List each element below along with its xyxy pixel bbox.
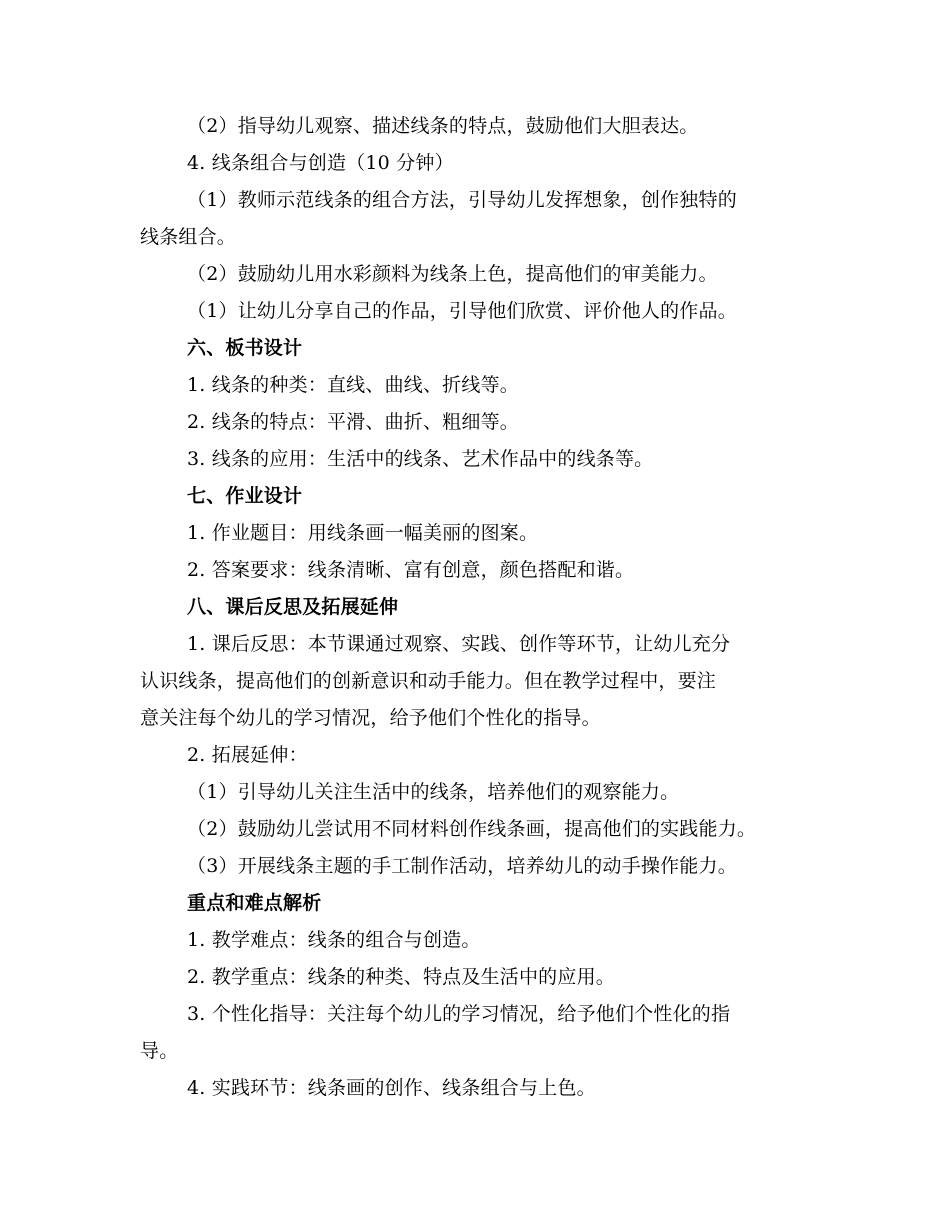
section-heading: 七、作业设计 xyxy=(187,485,303,507)
text-line: （2）鼓励幼儿用水彩颜料为线条上色，提高他们的审美能力。 xyxy=(187,263,718,285)
text-line: （3）开展线条主题的手工制作活动，培养幼儿的动手操作能力。 xyxy=(187,855,737,877)
text-line: （2）鼓励幼儿尝试用不同材料创作线条画，提高他们的实践能力。 xyxy=(187,818,757,840)
text-line: （1）引导幼儿关注生活中的线条，培养他们的观察能力。 xyxy=(187,781,680,803)
text-line: 1. 课后反思：本节课通过观察、实践、创作等环节，让幼儿充分 xyxy=(187,633,731,655)
text-line: 2. 答案要求：线条清晰、富有创意，颜色搭配和谐。 xyxy=(187,559,635,581)
section-heading: 重点和难点解析 xyxy=(187,892,322,914)
text-line: 4. 线条组合与创造（10 分钟） xyxy=(187,152,454,174)
text-line: 意关注每个幼儿的学习情况，给予他们个性化的指导。 xyxy=(140,707,601,729)
text-line: 1. 教学难点：线条的组合与创造。 xyxy=(187,929,481,951)
text-line: 1. 线条的种类：直线、曲线、折线等。 xyxy=(187,374,519,396)
text-line: 认识线条，提高他们的创新意识和动手能力。但在教学过程中，要注 xyxy=(140,670,717,692)
text-line: 3. 个性化指导：关注每个幼儿的学习情况，给予他们个性化的指 xyxy=(187,1003,731,1025)
section-heading: 八、课后反思及拓展延伸 xyxy=(187,596,399,618)
text-line: （2）指导幼儿观察、描述线条的特点，鼓励他们大胆表达。 xyxy=(187,115,699,137)
text-line: 2. 拓展延伸： xyxy=(187,744,308,766)
text-line: 4. 实践环节：线条画的创作、线条组合与上色。 xyxy=(187,1077,596,1099)
text-line: （1）教师示范线条的组合方法，引导幼儿发挥想象，创作独特的 xyxy=(187,189,737,211)
section-heading: 六、板书设计 xyxy=(187,337,303,359)
text-line: 1. 作业题目：用线条画一幅美丽的图案。 xyxy=(187,522,539,544)
text-line: 3. 线条的应用：生活中的线条、艺术作品中的线条等。 xyxy=(187,448,654,470)
text-line: 线条组合。 xyxy=(140,226,237,248)
text-line: 2. 教学重点：线条的种类、特点及生活中的应用。 xyxy=(187,966,615,988)
text-line: 2. 线条的特点：平滑、曲折、粗细等。 xyxy=(187,411,519,433)
text-line: （1）让幼儿分享自己的作品，引导他们欣赏、评价他人的作品。 xyxy=(187,300,737,322)
text-line: 导。 xyxy=(140,1040,179,1062)
